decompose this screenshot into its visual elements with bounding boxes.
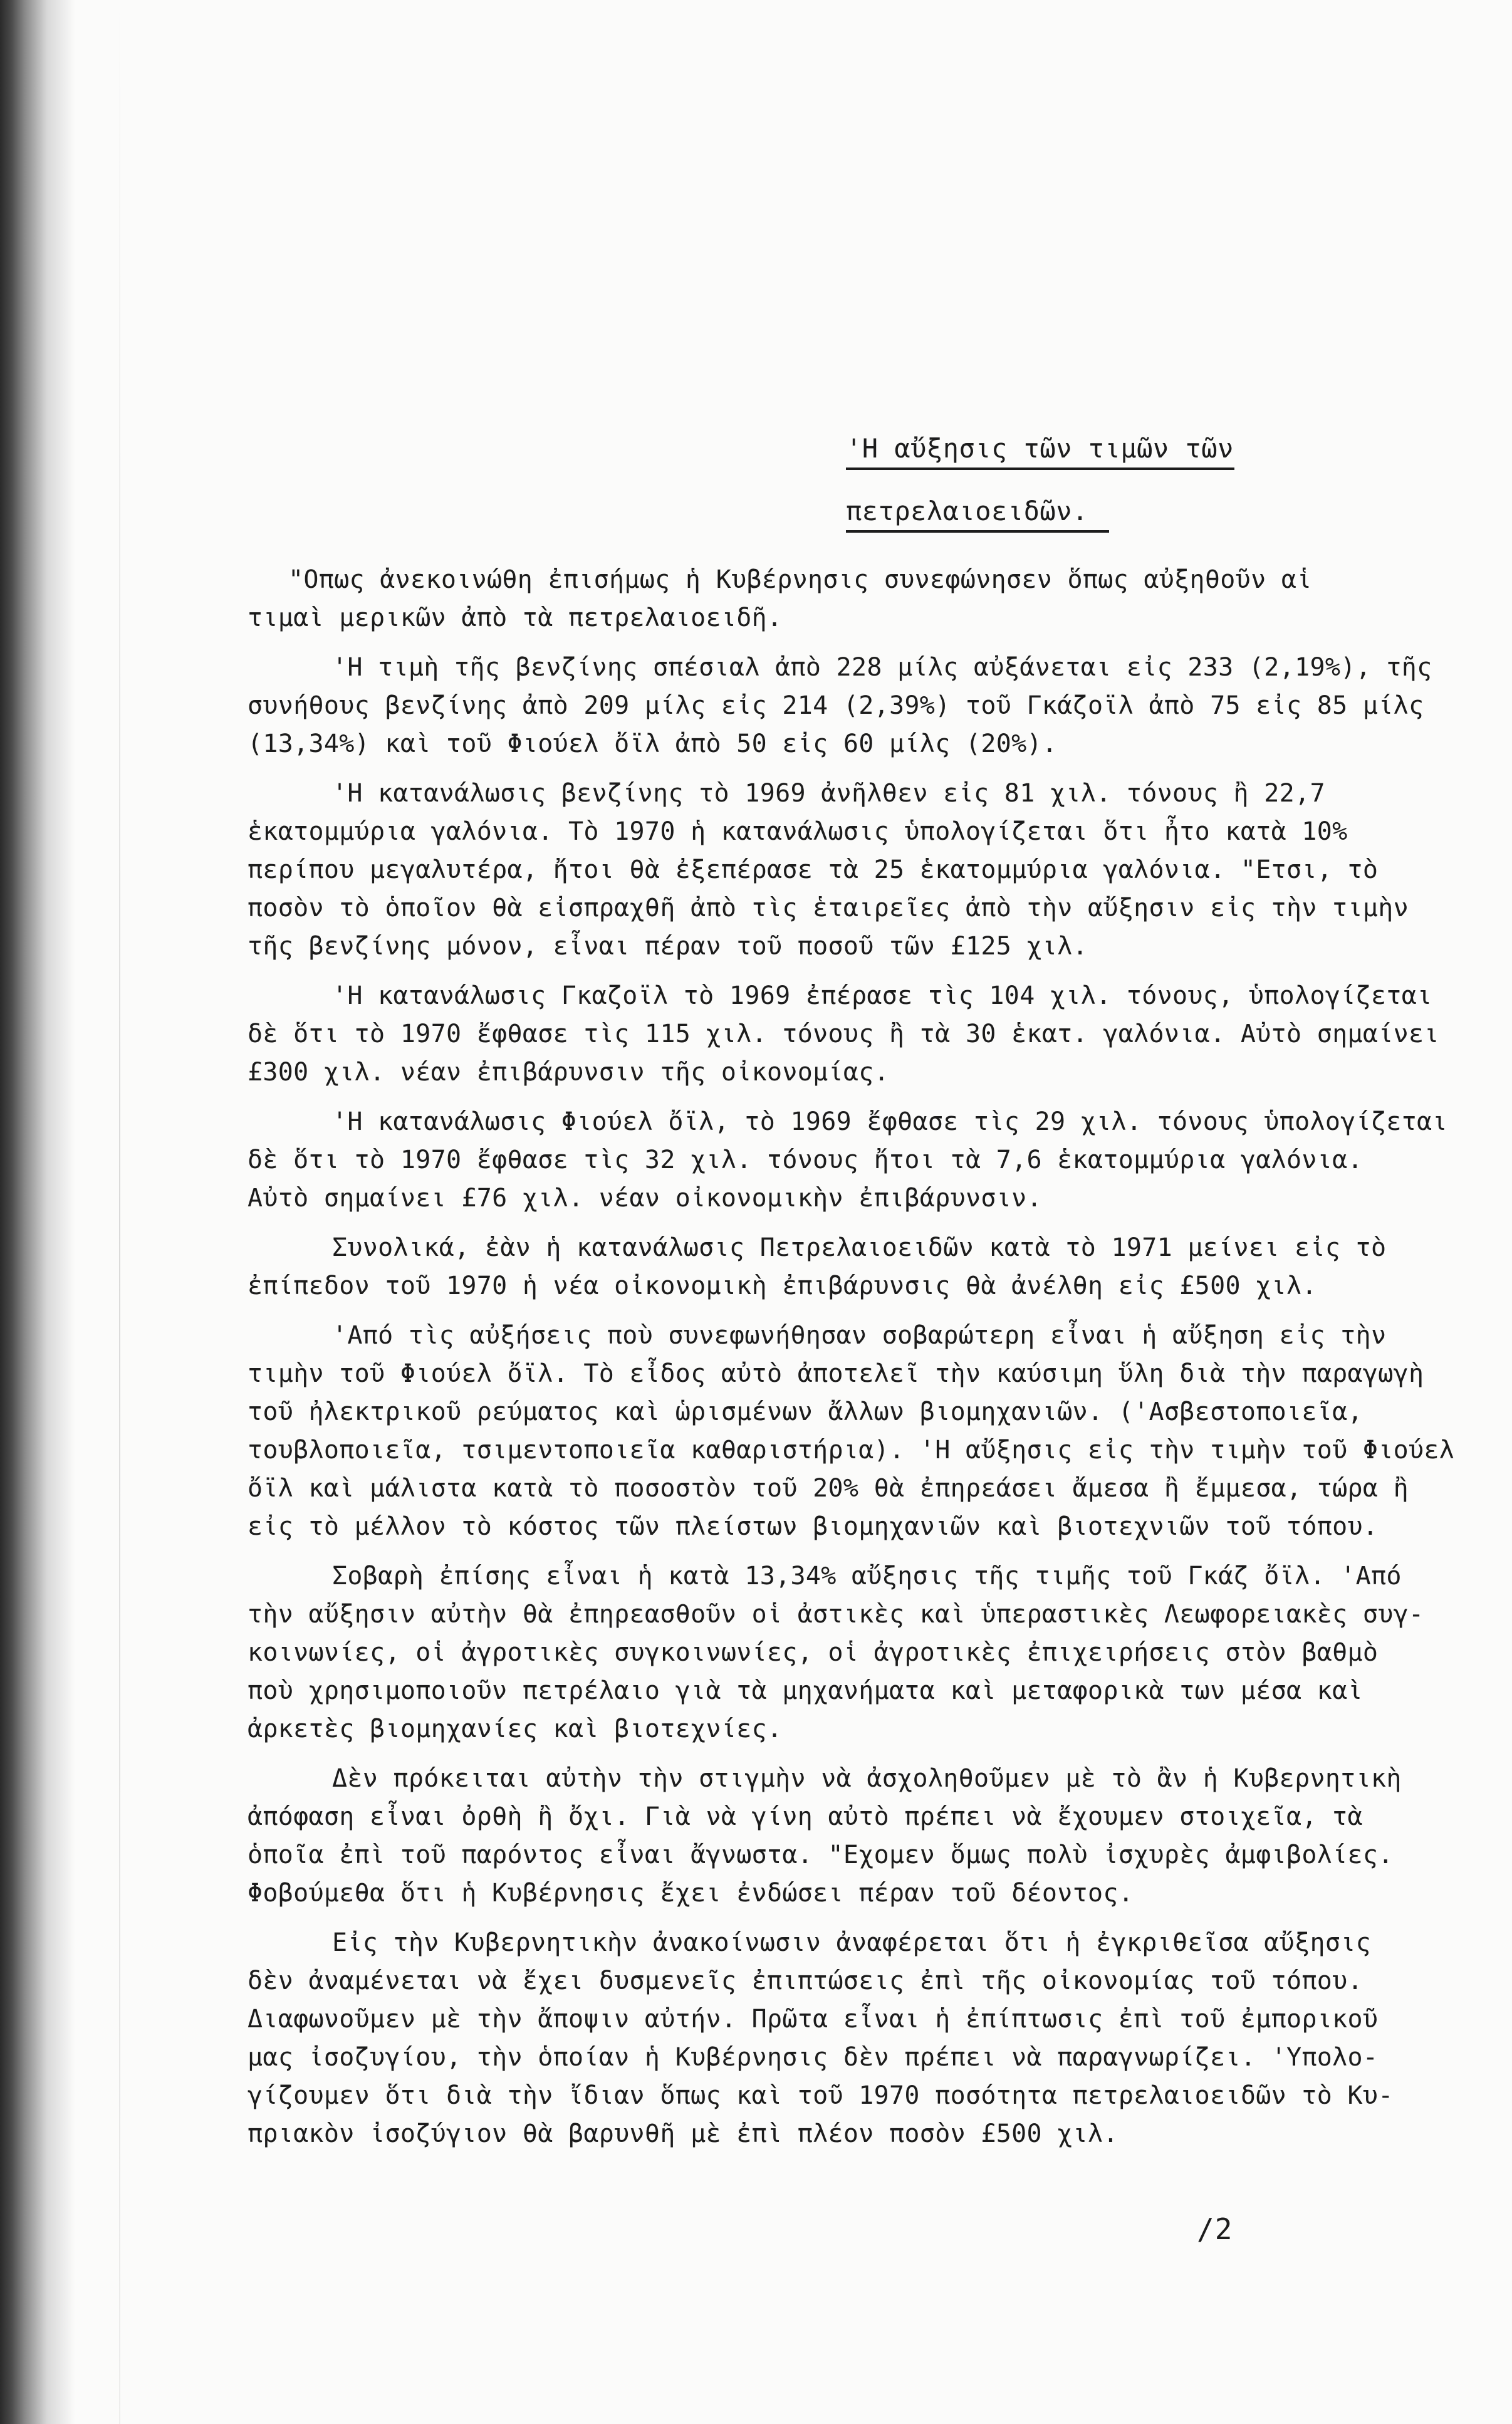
- paragraph-9: Δὲν πρόκειται αὐτὴν τὴν στιγμὴν νὰ ἀσχοληθοῦμεν μὲ τὸ ἂν ἡ Κυβερνητικὴ ἀπόφαση εἶναι ὀρθὴ ἢ ὄχι. Γιὰ νὰ γίνη αὐτὸ πρέπει νὰ ἔχουμεν στοιχεῖα, τὰ ὁποῖα ἐπὶ τοῦ παρόντος εἶναι ἄγνωστα. "Εχομεν ὅμως πολὺ ἰσχυρὲς ἀμφιβολίες. Φοβούμεθα ὅτι ἡ Κυβέρνησις ἔχει ἐνδώσει πέραν τοῦ δέοντος.: [248, 1764, 1402, 1908]
- paragraph-8: Σοβαρὴ ἐπίσης εἶναι ἡ κατὰ 13,34% αὔξησις τῆς τιμῆς τοῦ Γκάζ ὄϊλ. 'Από τὴν αὔξησιν αὐτὴν θὰ ἐπηρεασθοῦν οἱ ἀστικὲς καὶ ὑπεραστικὲς Λεωφορειακὲς συγ- κοινωνίες, οἱ ἀγροτικὲς συγκοινωνίες, οἱ ἀγροτικὲς ἐπιχειρήσεις στὸν βαθμὸ ποὺ χρησιμοποιοῦν πετρέλαιο γιὰ τὰ μηχανήματα καὶ μεταφορικὰ των μέσα καὶ ἀρκετὲς βιομηχανίες καὶ βιοτεχνίες.: [248, 1562, 1424, 1743]
- paragraph-5: 'Η κατανάλωσις Φιούελ ὄϊλ, τὸ 1969 ἔφθασε τὶς 29 χιλ. τόνους ὑπολογίζεται δὲ ὅτι τὸ 1970 ἔφθασε τὶς 32 χιλ. τόνους ἤτοι τὰ 7,6 ἑκατομμύρια γαλόνια. Αὐτὸ σημαίνει £76 χιλ. νέαν οἰκονομικὴν ἐπιβάρυνσιν.: [248, 1107, 1447, 1213]
- paragraph-4: 'Η κατανάλωσις Γκαζοϊλ τὸ 1969 ἐπέρασε τὶς 104 χιλ. τόνους, ὑπολογίζεται δὲ ὅτι τὸ 1970 ἔφθασε τὶς 115 χιλ. τόνους ἢ τὰ 30 ἑκατ. γαλόνια. Αὐτὸ σημαίνει £300 χιλ. νέαν ἐπιβάρυνσιν τῆς οἰκονομίας.: [248, 981, 1439, 1087]
- paragraph-10: Εἰς τὴν Κυβερνητικὴν ἀνακοίνωσιν ἀναφέρεται ὅτι ἡ ἐγκριθεῖσα αὔξησις δὲν ἀναμένεται νὰ ἔχει δυσμενεῖς ἐπιπτώσεις ἐπὶ τῆς οἰκονομίας τοῦ τόπου. Διαφωνοῦμεν μὲ τὴν ἄποψιν αὐτήν. Πρῶτα εἶναι ἡ ἐπίπτωσις ἐπὶ τοῦ ἐμπορικοῦ μας ἰσοζυγίου, τὴν ὁποίαν ἡ Κυβέρνησις δὲν πρέπει νὰ παραγνωρίζει. 'Υπολο- γίζουμεν ὅτι διὰ τὴν ἴδιαν ὅπως καὶ τοῦ 1970 ποσότητα πετρελαιοειδῶν τὸ Κυ- πριακὸν ἰσοζύγιον θὰ βαρυνθῆ μὲ ἐπὶ πλέον ποσὸν £500 χιλ.: [248, 1928, 1394, 2148]
- document-title: [846, 432, 1297, 533]
- title-line-2: πετρελαιοειδῶν.: [846, 495, 1109, 533]
- document-body: [248, 561, 1469, 2165]
- title-line-1: 'Η αὔξησις τῶν τιμῶν τῶν: [846, 432, 1234, 470]
- paragraph-1: "Οπως ἀνεκοινώθη ἐπισήμως ἡ Κυβέρνησις συνεφώνησεν ὅπως αὐξηθοῦν αἱ τιμαὶ μερικῶν ἀπὸ τὰ πετρελαιοειδῆ.: [248, 565, 1312, 632]
- fold-line: [119, 0, 120, 2424]
- page-number: /2: [1197, 2212, 1233, 2246]
- paragraph-3: 'Η κατανάλωσις βενζίνης τὸ 1969 ἀνῆλθεν εἰς 81 χιλ. τόνους ἢ 22,7 ἑκατομμύρια γαλόνια. Τὸ 1970 ἡ κατανάλωσις ὑπολογίζεται ὅτι ἦτο κατὰ 10% περίπου μεγαλυτέρα, ἤτοι θὰ ἐξεπέρασε τὰ 25 ἑκατομμύρια γαλόνια. "Ετσι, τὸ ποσὸν τὸ ὁποῖον θὰ εἰσπραχθῆ ἀπὸ τὶς ἑταιρεῖες ἀπὸ τὴν αὔξησιν εἰς τὴν τιμὴν τῆς βενζίνης μόνον, εἶναι πέραν τοῦ ποσοῦ τῶν £125 χιλ.: [248, 779, 1409, 961]
- scan-edge-shadow: [0, 0, 75, 2424]
- paragraph-2: 'Η τιμὴ τῆς βενζίνης σπέσιαλ ἀπὸ 228 μίλς αὐξάνεται εἰς 233 (2,19%), τῆς συνήθους βενζίνης ἀπὸ 209 μίλς εἰς 214 (2,39%) τοῦ Γκάζοϊλ ἀπὸ 75 εἰς 85 μίλς (13,34%) καὶ τοῦ Φιούελ ὄϊλ ἀπὸ 50 εἰς 60 μίλς (20%).: [248, 653, 1432, 758]
- paragraph-6: Συνολικά, ἐὰν ἡ κατανάλωσις Πετρελαιοειδῶν κατὰ τὸ 1971 μείνει εἰς τὸ ἐπίπεδον τοῦ 1970 ἡ νέα οἰκονομικὴ ἐπιβάρυνσις θὰ ἀνέλθη εἰς £500 χιλ.: [248, 1233, 1387, 1300]
- paragraph-7: 'Από τὶς αὐξήσεις ποὺ συνεφωνήθησαν σοβαρώτερη εἶναι ἡ αὔξηση εἰς τὴν τιμὴν τοῦ Φιούελ ὄϊλ. Τὸ εἶδος αὐτὸ ἀποτελεῖ τὴν καύσιμη ὕλη διὰ τὴν παραγωγὴ τοῦ ἠλεκτρικοῦ ρεύματος καὶ ὡρισμένων ἄλλων βιομηχανιῶν. ('Ασβεστοποιεῖα, τουβλοποιεῖα, τσιμεντοποιεῖα καθαριστήρια). 'Η αὔξησις εἰς τὴν τιμὴν τοῦ Φιούελ ὄϊλ καὶ μάλιστα κατὰ τὸ ποσοστὸν τοῦ 20% θὰ ἐπηρεάσει ἄμεσα ἢ ἔμμεσα, τώρα ἢ εἰς τὸ μέλλον τὸ κόστος τῶν πλείστων βιομηχανιῶν καὶ βιοτεχνιῶν τοῦ τόπου.: [248, 1321, 1455, 1541]
